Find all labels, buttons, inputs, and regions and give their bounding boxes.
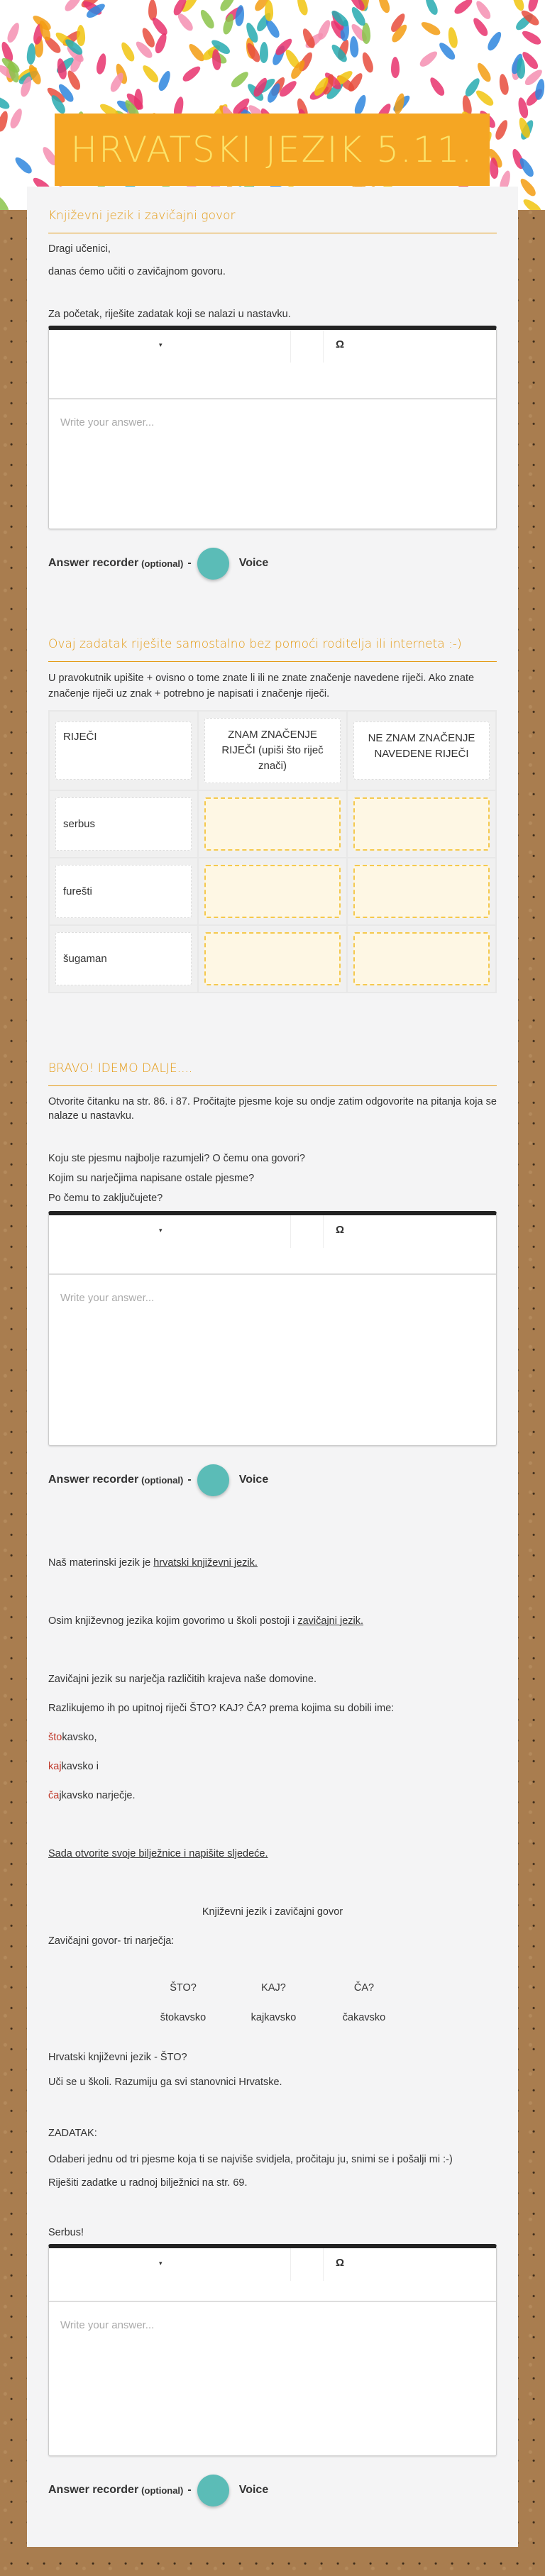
intro-text: danas ćemo učiti o zavičajnom govoru. bbox=[48, 265, 226, 277]
highlight: što bbox=[48, 1731, 62, 1743]
recorder-label: Answer recorder bbox=[48, 1474, 139, 1486]
leaf-decoration bbox=[534, 79, 545, 101]
task-text: Za početak, riješite zadatak koji se nalazi u nastavku. bbox=[48, 308, 291, 320]
text: jkavsko narječje. bbox=[59, 1789, 136, 1801]
dialect-line bbox=[48, 1730, 497, 1745]
leaf-decoration bbox=[419, 20, 442, 38]
editor-toolbar bbox=[49, 330, 496, 399]
text: kavsko i bbox=[61, 1760, 99, 1772]
text: Osim književnog jezika kojim govorimo u školi postoji i bbox=[48, 1615, 298, 1627]
leaf-decoration bbox=[516, 57, 524, 79]
answer-textarea[interactable]: Write your answer... bbox=[60, 1291, 155, 1304]
leaf-decoration bbox=[5, 21, 21, 44]
leaf-decoration bbox=[26, 43, 36, 65]
dialect-name: čakavsko bbox=[342, 2011, 386, 2023]
recorder-optional: (optional) bbox=[141, 1474, 184, 1486]
dialect-table bbox=[141, 1981, 497, 2040]
leaf-decoration bbox=[428, 75, 447, 97]
leaf-decoration bbox=[0, 93, 11, 111]
question: Po čemu to zaključujete? bbox=[48, 1192, 163, 1204]
recorder-label: Answer recorder bbox=[48, 557, 139, 570]
prompt-text: Serbus! bbox=[48, 2226, 84, 2238]
section-heading: Književni jezik i zavičajni govor bbox=[48, 208, 497, 233]
toolbar-separator bbox=[290, 1215, 324, 1248]
drop-zone-dont-know[interactable] bbox=[353, 865, 490, 918]
leaf-decoration bbox=[376, 0, 392, 14]
leaf-decoration bbox=[198, 8, 216, 31]
section-heading: BRAVO! IDEMO DALJE.... bbox=[48, 1061, 497, 1086]
editor-toolbar bbox=[49, 2248, 496, 2302]
leaf-decoration bbox=[452, 0, 474, 16]
leaf-decoration bbox=[62, 0, 84, 13]
leaf-decoration bbox=[423, 0, 440, 16]
leaf-decoration bbox=[517, 177, 537, 199]
recorder-dash: - bbox=[187, 2484, 192, 2497]
recorder-label: Answer recorder bbox=[48, 2484, 139, 2497]
recorder-dash: - bbox=[187, 557, 192, 570]
drop-zone-dont-know[interactable] bbox=[353, 797, 490, 851]
question: Koju ste pjesmu najbolje razumjeli? O čemu ona govori? bbox=[48, 1152, 305, 1164]
leaf-decoration bbox=[141, 63, 161, 85]
task-text: Riješiti zadatke u radnoj bilježnici na str. 69. bbox=[48, 2177, 248, 2189]
toolbar-separator bbox=[290, 330, 324, 363]
leaf-decoration bbox=[77, 24, 86, 45]
drop-zone-dont-know[interactable] bbox=[353, 932, 490, 985]
leaf-decoration bbox=[0, 110, 10, 133]
text-line: Razlikujemo ih po upitnoj riječi ŠTO? KAJ? ČA? prema kojima su dobili ime: bbox=[48, 1702, 395, 1714]
leaf-decoration bbox=[527, 0, 541, 13]
leaf-decoration bbox=[8, 107, 24, 130]
text-line: Uči se u školi. Razumiju ga svi stanovnici Hrvatske. bbox=[48, 2076, 282, 2088]
highlight: kaj bbox=[48, 1760, 62, 1772]
instructions-text: U pravokutnik upišite + ovisno o tome znate li ili ne znate značenje navedene riječi. Ako znate značenje riječi uz znak + potrebno je napisati i značenje riječi. bbox=[48, 672, 475, 700]
text-line bbox=[48, 1614, 497, 1628]
highlight: ča bbox=[48, 1789, 60, 1801]
task-heading: ZADATAK: bbox=[48, 2127, 97, 2139]
dialect-line bbox=[48, 1789, 497, 1803]
leaf-decoration bbox=[95, 52, 108, 75]
leaf-decoration bbox=[485, 30, 504, 52]
leaf-decoration bbox=[417, 48, 439, 68]
leaf-decoration bbox=[520, 28, 543, 47]
header-banner bbox=[0, 0, 545, 210]
table-header: RIJEČI bbox=[55, 722, 192, 780]
leaf-decoration bbox=[349, 36, 359, 58]
dialect-name: štokavsko bbox=[160, 2011, 207, 2023]
leaf-decoration bbox=[153, 32, 169, 55]
special-char-icon[interactable]: Ω bbox=[336, 338, 345, 350]
leaf-decoration bbox=[156, 70, 172, 92]
leaf-decoration bbox=[295, 0, 309, 16]
leaf-decoration bbox=[221, 13, 236, 35]
leaf-decoration bbox=[498, 74, 510, 96]
question-word: ČA? bbox=[353, 1981, 375, 1994]
table-header: NE ZNAM ZNAČENJE NAVEDENE RIJEČI bbox=[353, 722, 490, 780]
drop-zone-know[interactable] bbox=[204, 865, 341, 918]
leaf-decoration bbox=[265, 0, 274, 21]
text: kavsko, bbox=[62, 1731, 97, 1743]
record-button[interactable] bbox=[197, 2475, 229, 2506]
underlined-text: zavičajni jezik. bbox=[297, 1615, 364, 1627]
notebook-instruction: Sada otvorite svoje bilježnice i napišite sljedeće. bbox=[48, 1847, 268, 1859]
format-dropdown[interactable]: ▾ bbox=[159, 341, 163, 348]
voice-label: Voice bbox=[238, 557, 269, 570]
answer-textarea[interactable]: Write your answer... bbox=[60, 2318, 155, 2331]
leaf-decoration bbox=[13, 155, 34, 175]
leaf-decoration bbox=[186, 42, 206, 64]
special-char-icon[interactable]: Ω bbox=[336, 1223, 345, 1236]
page-title-banner bbox=[55, 114, 490, 186]
text-line bbox=[48, 1556, 497, 1570]
drop-zone-know[interactable] bbox=[204, 932, 341, 985]
answer-recorder bbox=[48, 548, 497, 580]
word-cell: šugaman bbox=[55, 932, 192, 985]
leaf-decoration bbox=[391, 57, 400, 78]
word-table bbox=[48, 710, 497, 993]
rich-text-editor bbox=[48, 326, 497, 529]
section-heading: Ovaj zadatak riješite samostalno bez pomoći roditelja ili interneta :-) bbox=[48, 636, 497, 662]
recorder-optional: (optional) bbox=[141, 558, 184, 569]
question: Kojim su narječjima napisane ostale pjesme? bbox=[48, 1172, 255, 1184]
answer-recorder bbox=[48, 2475, 497, 2506]
text-line: Zavičajni jezik su narječja različitih krajeva naše domovine. bbox=[48, 1673, 316, 1685]
question-word: ŠTO? bbox=[170, 1981, 197, 1994]
drop-zone-know[interactable] bbox=[204, 797, 341, 851]
leaf-decoration bbox=[0, 194, 11, 210]
leaf-decoration bbox=[260, 42, 269, 63]
leaf-decoration bbox=[119, 40, 137, 63]
leaf-decoration bbox=[181, 64, 203, 84]
underlined-text: hrvatski književni jezik. bbox=[153, 1557, 258, 1569]
notebook-title: Književni jezik i zavičajni govor bbox=[202, 1906, 343, 1918]
word-cell: furešti bbox=[55, 865, 192, 918]
answer-textarea[interactable]: Write your answer... bbox=[60, 416, 155, 429]
toolbar-separator bbox=[290, 2248, 324, 2281]
record-button[interactable] bbox=[197, 1464, 229, 1496]
worksheet-card bbox=[27, 187, 518, 2547]
format-dropdown[interactable]: ▾ bbox=[159, 1226, 163, 1234]
dialect-name: kajkavsko bbox=[251, 2011, 297, 2023]
answer-recorder bbox=[48, 1464, 497, 1496]
voice-label: Voice bbox=[238, 1474, 269, 1486]
leaf-decoration bbox=[353, 93, 368, 116]
word-cell: serbus bbox=[55, 797, 192, 851]
text: Naš materinski jezik je bbox=[48, 1557, 154, 1569]
rich-text-editor bbox=[48, 2244, 497, 2456]
task-text: Odaberi jednu od tri pjesme koja ti se najviše svidjela, pročitaju ju, snimi se i pošalji mi :-) bbox=[48, 2153, 453, 2165]
intro-text: Otvorite čitanku na str. 86. i 87. Pročitajte pjesme koje su ondje zatim odgovorite na pitanja koja se nalaze u nastavku. bbox=[48, 1095, 497, 1122]
greeting: Dragi učenici, bbox=[48, 243, 111, 255]
text-line: Hrvatski književni jezik - ŠTO? bbox=[48, 2051, 187, 2063]
page-title: HRVATSKI JEZIK 5.11. bbox=[70, 129, 474, 170]
rich-text-editor bbox=[48, 1211, 497, 1446]
leaf-decoration bbox=[522, 197, 544, 210]
dialect-line bbox=[48, 1759, 497, 1774]
notebook-subtitle: Zavičajni govor- tri narječja: bbox=[48, 1935, 175, 1947]
leaf-decoration bbox=[474, 87, 496, 108]
question-word: KAJ? bbox=[261, 1981, 286, 1994]
voice-label: Voice bbox=[238, 2484, 269, 2497]
leaf-decoration bbox=[493, 118, 510, 141]
format-dropdown[interactable]: ▾ bbox=[159, 2259, 163, 2267]
special-char-icon[interactable]: Ω bbox=[336, 2256, 345, 2269]
recorder-optional: (optional) bbox=[141, 2484, 184, 2496]
editor-toolbar bbox=[49, 1215, 496, 1275]
table-header: ZNAM ZNAČENJE RIJEČI (upiši što riječ znači) bbox=[204, 718, 341, 783]
leaf-decoration bbox=[360, 50, 375, 73]
recorder-dash: - bbox=[187, 1474, 192, 1486]
record-button[interactable] bbox=[197, 548, 229, 580]
leaf-decoration bbox=[446, 26, 458, 49]
leaf-decoration bbox=[150, 15, 170, 37]
